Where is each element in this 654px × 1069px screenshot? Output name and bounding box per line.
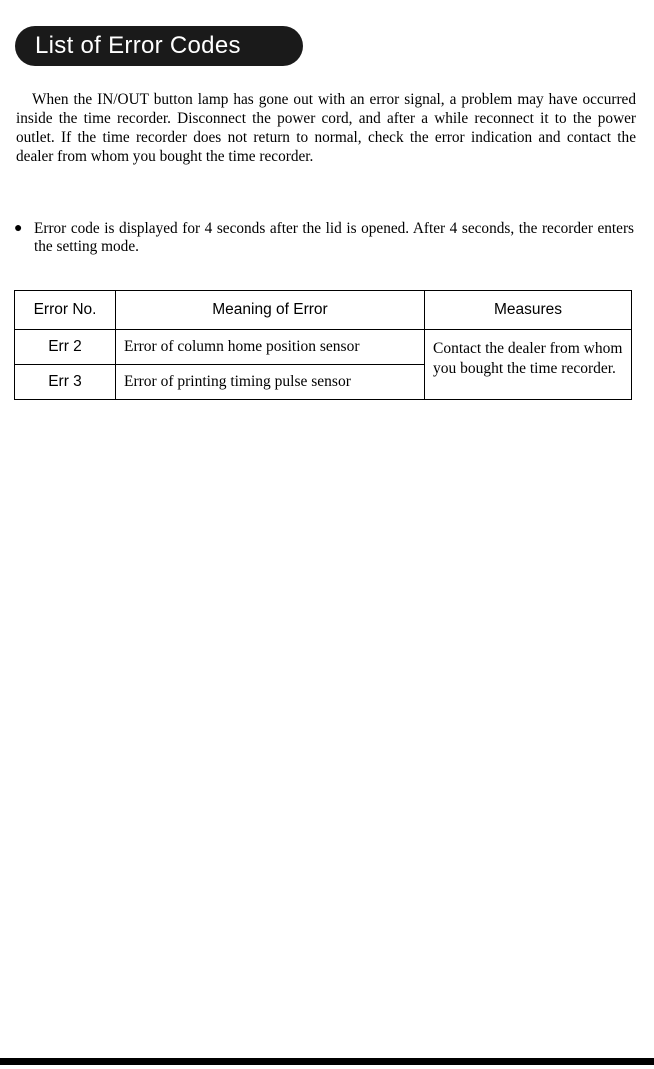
- error-meaning-cell: Error of printing timing pulse sensor: [116, 365, 425, 400]
- bullet-dot-icon: ●: [14, 221, 23, 236]
- header-error-no: Error No.: [15, 291, 116, 330]
- bottom-divider: [0, 1058, 654, 1065]
- page-title-banner: [15, 26, 303, 66]
- header-measures: Measures: [425, 291, 632, 330]
- error-code-cell: Err 3: [15, 365, 116, 400]
- error-meaning-cell: Error of column home position sensor: [116, 330, 425, 365]
- error-code-cell: Err 2: [15, 330, 116, 365]
- note-bullet: [14, 220, 634, 256]
- intro-paragraph: When the IN/OUT button lamp has gone out with an error signal, a problem may have occurred inside the time recorder. Disconnect the power cord, and after a while reconnect it to the power outlet. If the time recorder does not return to normal, check the error indication and contact the dealer from whom you bought the time recorder.: [16, 91, 636, 165]
- note-text: Error code is displayed for 4 seconds after the lid is opened. After 4 seconds, the recorder enters the setting mode.: [34, 220, 634, 255]
- table-row: [15, 330, 632, 365]
- header-meaning: Meaning of Error: [116, 291, 425, 330]
- error-code-table: [14, 290, 632, 400]
- table-header-row: [15, 291, 632, 330]
- measures-cell: Contact the dealer from whom you bought the time recorder.: [425, 330, 632, 400]
- page-title: List of Error Codes: [35, 32, 241, 59]
